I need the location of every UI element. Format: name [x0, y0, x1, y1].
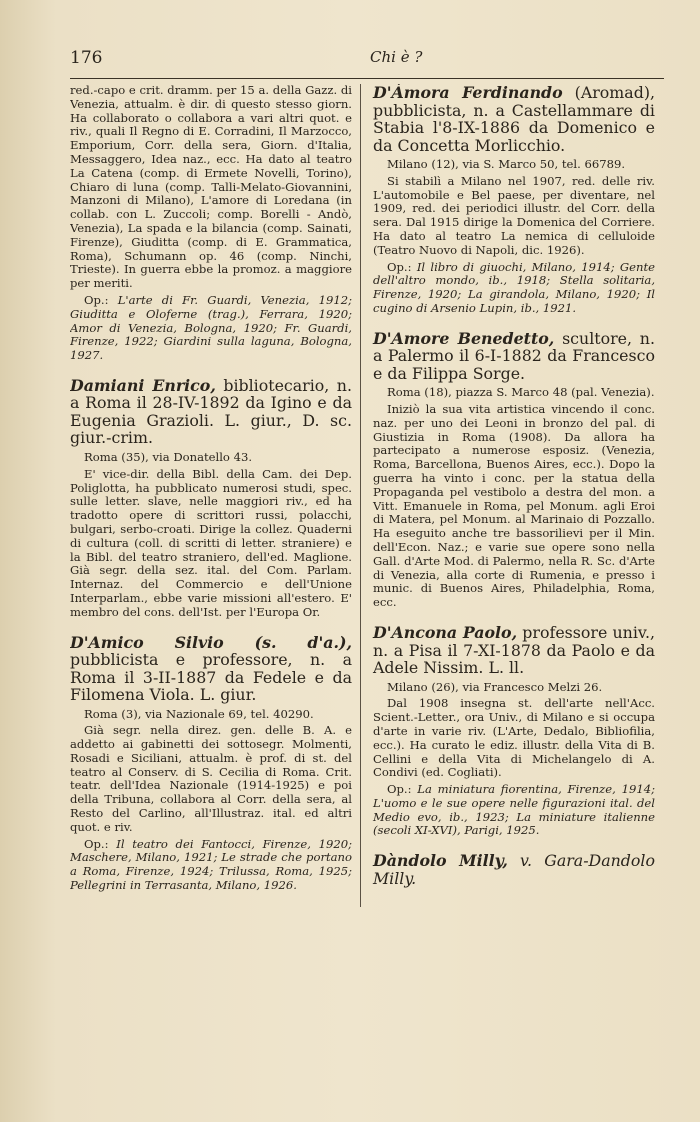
entry-heading [70, 377, 352, 447]
entry-heading [70, 634, 352, 704]
entry-bio: red.-capo e crit. dramm. per 15 a. della Gazz. di Venezia, attualm. è dir. di questo stesso giorn. Ha collaborato o collabora a vari altri quot. e riv., quali Il Regno di E. Corradini, Il Marzocco, Emporium, Corr. della sera, Giorn. d'Italia, Messaggero, Idea naz., ecc. Ha dato al teatro La Catena (comp. di Ermete Novelli, Torino), Chiaro di luna (comp. Talli-Melato-Giovannini, Manzoni di Milano), L'amore di Loredana (in collab. con L. Zuccoli; comp. Borelli - Andò, Venezia), La spada e la bilancia (comp. Sainati, Firenze), Giuditta (comp. di E. Grammatica, Roma), Schumann op. 46 (comp. Ninchi, Trieste). In guerra ebbe la promoz. a maggiore per meriti. [70, 84, 352, 291]
entry-damiani-enrico [70, 377, 352, 620]
entry-address: Roma (18), piazza S. Marco 48 (pal. Venezia). [387, 385, 655, 400]
works-list: La miniatura fiorentina, Firenze, 1914; L'uomo e le sue opere nelle figurazioni ital. del Medio evo, ib., 1923; La miniature italienne (secoli XI-XVI), Parigi, 1925. [373, 782, 655, 838]
entry-damico-silvio [70, 634, 352, 893]
works-label: Op.: [387, 259, 412, 274]
two-columns [70, 84, 664, 907]
works-list: Il teatro dei Fantocci, Firenze, 1920; Maschere, Milano, 1921; Le strade che portano a Roma, Firenze, 1924; Trilussa, Roma, 1925; Pellegrini in Terrasanta, Milano, 1926. [70, 836, 353, 893]
entry-name: D'Ancona Paolo, [373, 623, 518, 643]
entry-name: D'Amico Silvio (s. d'a.), [70, 632, 352, 652]
entry-damora-ferdinando [373, 84, 655, 316]
works-list: L'arte di Fr. Guardi, Venezia, 1912; Giuditta e Oloferne (trag.), Ferrara, 1920; Amor di Venezia, Bologna, 1920; Fr. Guardi, Firenze, 1922; Giardini sulla laguna, Bologna, 1927. [70, 292, 353, 363]
entry-name: D'Àmora Ferdinando [373, 84, 563, 102]
entry-bio: Dal 1908 insegna st. dell'arte nell'Acc. Scient.-Letter., ora Univ., di Milano e si occupa d'arte in varie riv. (L'Arte, Dedalo, Bibliofilia, ecc.). Ha curato le ediz. illustr. della Vita di B. Cellini e della Vita di Michelangelo di A. Condivi (ed. Cogliati). [373, 696, 655, 780]
entry-summary: scultore, n. a Palermo il 6-I-1882 da Francesco e da Filippa Sorge. [373, 328, 655, 383]
entry-summary: (Aromad), pubblicista, n. a Castellammare di Stabia l'8-IX-1886 da Domenico e da Concetta Morlicchio. [373, 84, 655, 155]
entry-works [373, 261, 655, 316]
entry-bio: E' vice-dir. della Bibl. della Cam. dei Dep. Poliglotta, ha pubblicato numerosi studi, spec. sulle letter. slave, nelle maggiori riv., ed ha tradotto opere di scrittori russi, polacchi, bulgari, serbo-croati. Dirige la collez. Quaderni di cultura (coll. di scritti di letter. straniere) e la Bibl. del teatro straniero, dell'ed. Maglione. Già segr. della sez. ital. del Com. Parlam. Internaz. del Commercio e dell'Unione Interparlam., ebbe varie missioni all'estero. E' membro del cons. dell'Ist. per l'Europa Or. [70, 466, 352, 619]
entry-bio: Iniziò la sua vita artistica vincendo il conc. naz. per uno dei Leoni in bronzo del pal. di Giustizia in Roma (1908). Da allora ha partecipato a numerose esposiz. (Venezia, Roma, Barcellona, Buenos Aires, ecc.). Dopo la guerra ha vinto i conc. per la statua della Propaganda pel vestibolo a destra del mon. a Vitt. Emanuele in Roma, pel Monum. agli Eroi di Matera, pel Monum. al Marinaio di Pozzallo. Ha eseguito anche tre bassorilievi per il Min. dell'Econ. Naz.; e varie sue opere sono nella Gall. d'Arte Mod. di Palermo, nella R. Sc. d'Arte di Venezia, alla corte di Rumenia, e presso i munic. di Buenos Aires, Philadelphia, Roma, ecc. [373, 402, 655, 610]
works-label: Op.: [84, 836, 109, 851]
entry-heading [373, 852, 655, 887]
left-column [70, 84, 360, 907]
page-header [70, 44, 664, 84]
entry-bio: Già segr. nella direz. gen. delle B. A. e addetto ai gabinetti dei sottosegr. Molmenti, Rosadi e Siciliani, attualm. è prof. di st. del teatro al Conserv. di S. Cecilia di Roma. Crit. teatr. dell'Idea Nazionale (1914-1925) e poi della Tribuna, collabora al Corr. della sera, al Resto del Carlino, all'Illustraz. ital. ed altri quot. e riv. [70, 723, 352, 834]
entry-heading [373, 330, 655, 383]
entry-dancona-paolo [373, 624, 655, 838]
entry-cross-reference: v. Gara-Dandolo Milly. [373, 851, 655, 888]
column-divider [360, 84, 361, 907]
entry-name: Dàndolo Milly, [373, 851, 508, 871]
entry-summary: pubblicista e professore, n. a Roma il 3-II-1887 da Fedele e da Filomena Viola. L. giur. [70, 650, 352, 704]
entry-damore-benedetto [373, 330, 655, 610]
header-rule [70, 78, 664, 79]
entry-dandolo-milly [373, 852, 655, 887]
entry-summary: bibliotecario, n. a Roma il 28-IV-1892 da Igino e da Eugenia Grazioli. L. giur., D. sc. giur.-crim. [70, 375, 352, 448]
running-head: Chi è ? [370, 48, 423, 66]
entry-heading [373, 84, 655, 154]
entry-address: Milano (12), via S. Marco 50, tel. 66789. [387, 157, 626, 171]
entry-works [373, 783, 655, 838]
works-label: Op.: [84, 292, 109, 307]
works-list: Il libro di giuochi, Milano, 1914; Gente dell'altro mondo, ib., 1918; Stella solitaria, Firenze, 1920; La girandola, Milano, 1920; Il cugino di Arsenio Lupin, ib., 1921. [373, 259, 655, 315]
entry-works [70, 838, 352, 893]
entry-works [70, 294, 352, 363]
right-column [368, 84, 655, 907]
entry-continued [70, 84, 352, 363]
entry-address: Roma (35), via Donatello 43. [84, 449, 253, 464]
page-number: 176 [70, 48, 103, 68]
entry-summary: professore univ., n. a Pisa il 7-XI-1878 da Paolo e da Adele Nissim. L. ll. [373, 623, 655, 678]
entry-address: Milano (26), via Francesco Melzi 26. [387, 679, 603, 694]
works-label: Op.: [387, 782, 412, 797]
entry-name: D'Amore Benedetto, [373, 328, 555, 348]
entry-address: Roma (3), via Nazionale 69, tel. 40290. [84, 706, 314, 721]
entry-name: Damiani Enrico, [70, 375, 216, 395]
entry-bio: Si stabilì a Milano nel 1907, red. delle riv. L'automobile e Bel paese, per diventare, nel 1909, red. dei periodici illustr. del Corr. della sera. Dal 1915 dirige la Domenica del Corriere. Ha dato al teatro La nemica di celluloide (Teatro Nuovo di Napoli, dic. 1926). [373, 173, 655, 257]
entry-heading [373, 624, 655, 677]
